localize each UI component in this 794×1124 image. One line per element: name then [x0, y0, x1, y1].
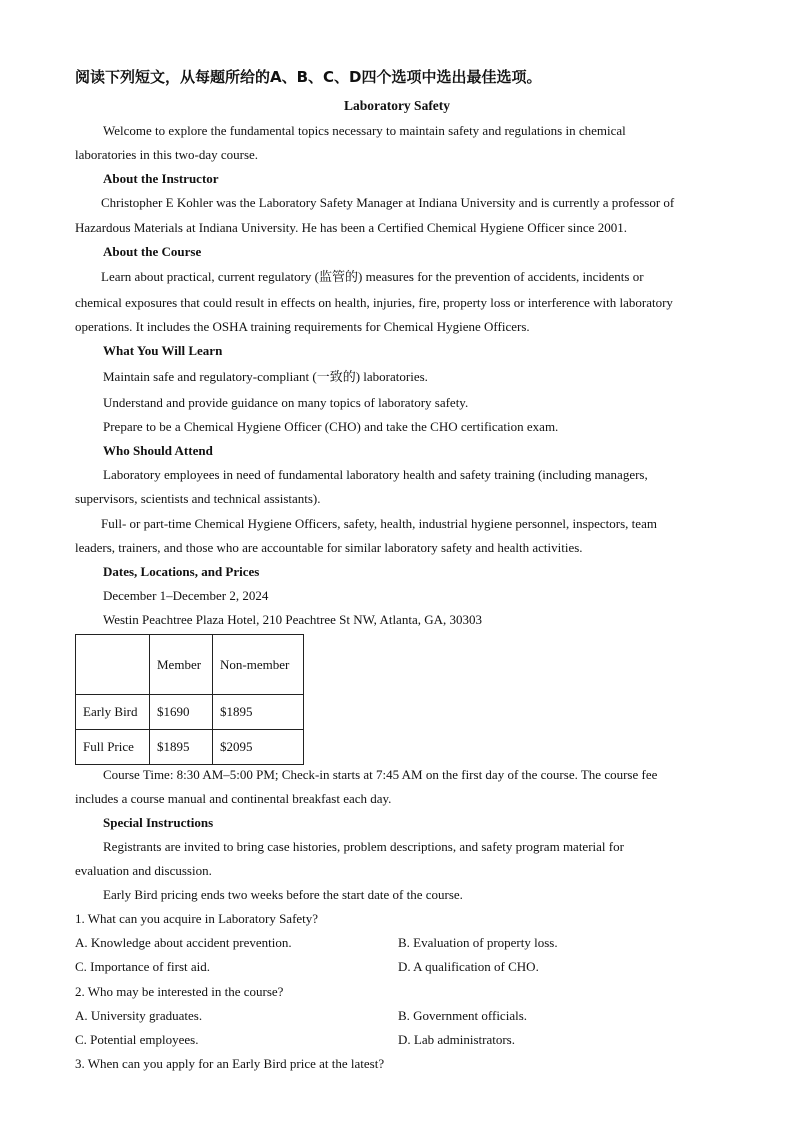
table-cell: $1895 [213, 695, 304, 730]
course-line-1: Learn about practical, current regulatory (监管的) measures for the prevention of accidents, incidents or [101, 269, 644, 284]
question-2-option-a: A. University graduates. [75, 1008, 203, 1023]
intro-line-2: laboratories in this two-day course. [75, 147, 259, 162]
attend-line-4: leaders, trainers, and those who are accountable for similar laboratory safety and health activities. [75, 540, 583, 555]
passage-title: Laboratory Safety [343, 98, 451, 113]
course-time-line-2: includes a course manual and continental breakfast each day. [75, 791, 392, 806]
table-row [76, 730, 304, 765]
question-1-option-b: B. Evaluation of property loss. [398, 935, 558, 950]
attend-heading: Who Should Attend [103, 443, 213, 458]
question-1-option-d: D. A qualification of CHO. [398, 959, 539, 974]
learn-item-3: Prepare to be a Chemical Hygiene Officer (CHO) and take the CHO certification exam. [103, 419, 559, 434]
table-header-row [76, 635, 304, 695]
instructor-line-2: Hazardous Materials at Indiana University. He has been a Certified Chemical Hygiene Officer since 2001. [75, 220, 627, 235]
question-2-option-b: B. Government officials. [398, 1008, 528, 1023]
course-time-line-1: Course Time: 8:30 AM–5:00 PM; Check-in starts at 7:45 AM on the first day of the course. The course fee [103, 767, 658, 782]
instructor-line-1: Christopher E Kohler was the Laboratory Safety Manager at Indiana University and is currently a professor of [101, 195, 675, 210]
table-header-non-member: Non-member [213, 635, 304, 695]
table-cell: $1895 [150, 730, 213, 765]
special-line-1: Registrants are invited to bring case histories, problem descriptions, and safety program material for [103, 839, 624, 854]
attend-line-1: Laboratory employees in need of fundamental laboratory health and safety training (including managers, [103, 467, 648, 482]
table-cell: Early Bird [76, 695, 150, 730]
learn-item-1: Maintain safe and regulatory-compliant (一致的) laboratories. [103, 369, 428, 384]
question-1-option-a: A. Knowledge about accident prevention. [75, 935, 292, 950]
table-cell [76, 635, 150, 695]
instruction: 阅读下列短文，从每题所给的A、B、C、D四个选项中选出最佳选项。 [75, 68, 542, 86]
special-line-2: evaluation and discussion. [75, 863, 212, 878]
question-2-option-d: D. Lab administrators. [398, 1032, 515, 1047]
table-header-member: Member [150, 635, 213, 695]
table-cell: $1690 [150, 695, 213, 730]
question-1-option-c: C. Importance of first aid. [75, 959, 211, 974]
question-2-stem: 2. Who may be interested in the course? [75, 984, 284, 999]
learn-heading: What You Will Learn [103, 343, 223, 358]
special-heading: Special Instructions [103, 815, 214, 830]
learn-item-2: Understand and provide guidance on many topics of laboratory safety. [103, 395, 469, 410]
table-row [76, 695, 304, 730]
attend-line-3: Full- or part-time Chemical Hygiene Officers, safety, health, industrial hygiene personnel, inspectors, team [101, 516, 657, 531]
attend-line-2: supervisors, scientists and technical assistants). [75, 491, 321, 506]
course-heading: About the Course [103, 244, 202, 259]
special-line-3: Early Bird pricing ends two weeks before the start date of the course. [103, 887, 463, 902]
table-cell: $2095 [213, 730, 304, 765]
question-3-stem: 3. When can you apply for an Early Bird price at the latest? [75, 1056, 385, 1071]
intro-line-1: Welcome to explore the fundamental topics necessary to maintain safety and regulations in chemical [103, 123, 626, 138]
course-line-3: operations. It includes the OSHA training requirements for Chemical Hygiene Officers. [75, 319, 530, 334]
question-1-stem: 1. What can you acquire in Laboratory Safety? [75, 911, 319, 926]
course-location: Westin Peachtree Plaza Hotel, 210 Peachtree St NW, Atlanta, GA, 30303 [103, 612, 482, 627]
course-dates: December 1–December 2, 2024 [103, 588, 269, 603]
question-2-option-c: C. Potential employees. [75, 1032, 199, 1047]
course-line-2: chemical exposures that could result in effects on health, injuries, fire, property loss or interference with laboratory [75, 295, 673, 310]
table-cell: Full Price [76, 730, 150, 765]
instructor-heading: About the Instructor [103, 171, 219, 186]
dates-heading: Dates, Locations, and Prices [103, 564, 260, 579]
price-table [75, 634, 304, 765]
